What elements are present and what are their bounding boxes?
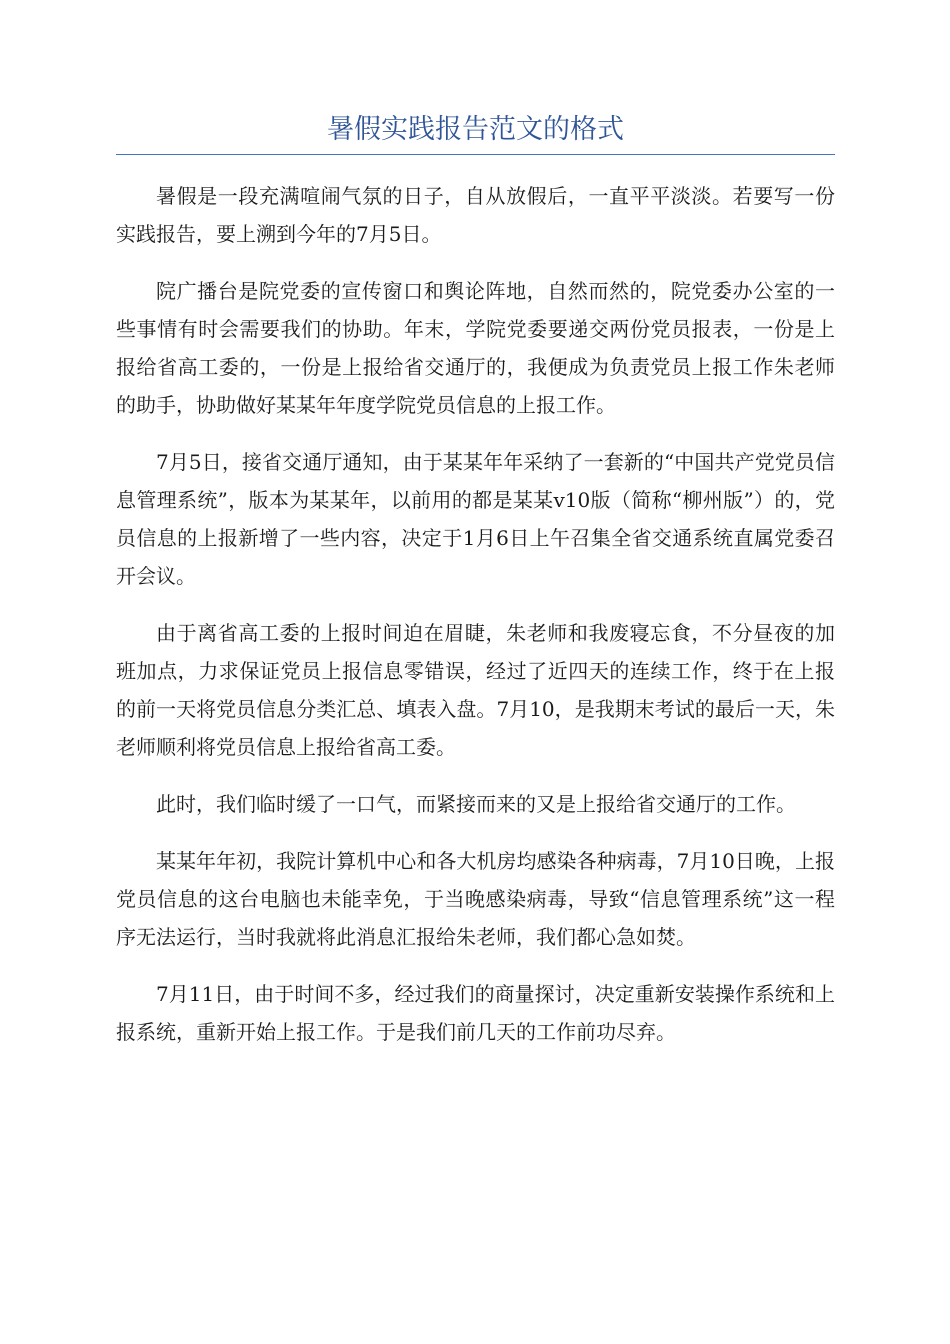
- paragraph-2: 院广播台是院党委的宣传窗口和舆论阵地，自然而然的，院党委办公室的一些事情有时会需要我们的协助。年末，学院党委要递交两份党员报表，一份是上报给省高工委的，一份是上报给省交通厅的，我便成为负责党员上报工作朱老师的助手，协助做好某某年年度学院党员信息的上报工作。: [116, 279, 835, 417]
- paragraph-1: 暑假是一段充满喧闹气氛的日子，自从放假后，一直平平淡淡。若要写一份实践报告，要上溯到今年的7月5日。: [116, 184, 835, 246]
- title-underline: [116, 154, 835, 155]
- document-title: 暑假实践报告范文的格式: [327, 114, 624, 145]
- paragraph-6: 某某年年初，我院计算机中心和各大机房均感染各种病毒，7月10日晚，上报党员信息的这台电脑也未能幸免，于当晚感染病毒，导致“信息管理系统”这一程序无法运行，当时我就将此消息汇报给朱老师，我们都心急如焚。: [116, 849, 835, 949]
- paragraph-7: 7月11日，由于时间不多，经过我们的商量探讨，决定重新安装操作系统和上报系统，重新开始上报工作。于是我们前几天的工作前功尽弃。: [116, 982, 835, 1044]
- paragraph-4: 由于离省高工委的上报时间迫在眉睫，朱老师和我废寝忘食，不分昼夜的加班加点，力求保证党员上报信息零错误，经过了近四天的连续工作，终于在上报的前一天将党员信息分类汇总、填表入盘。7月10，是我期末考试的最后一天，朱老师顺利将党员信息上报给省高工委。: [116, 621, 835, 759]
- paragraph-5: 此时，我们临时缓了一口气，而紧接而来的又是上报给省交通厅的工作。: [156, 792, 796, 816]
- document-body: [116, 177, 835, 1070]
- paragraph-3: 7月5日，接省交通厅通知，由于某某年年采纳了一套新的“中国共产党党员信息管理系统”，版本为某某年，以前用的都是某某v10版（简称“柳州版”）的，党员信息的上报新增了一些内容，决定于1月6日上午召集全省交通系统直属党委召开会议。: [116, 450, 835, 588]
